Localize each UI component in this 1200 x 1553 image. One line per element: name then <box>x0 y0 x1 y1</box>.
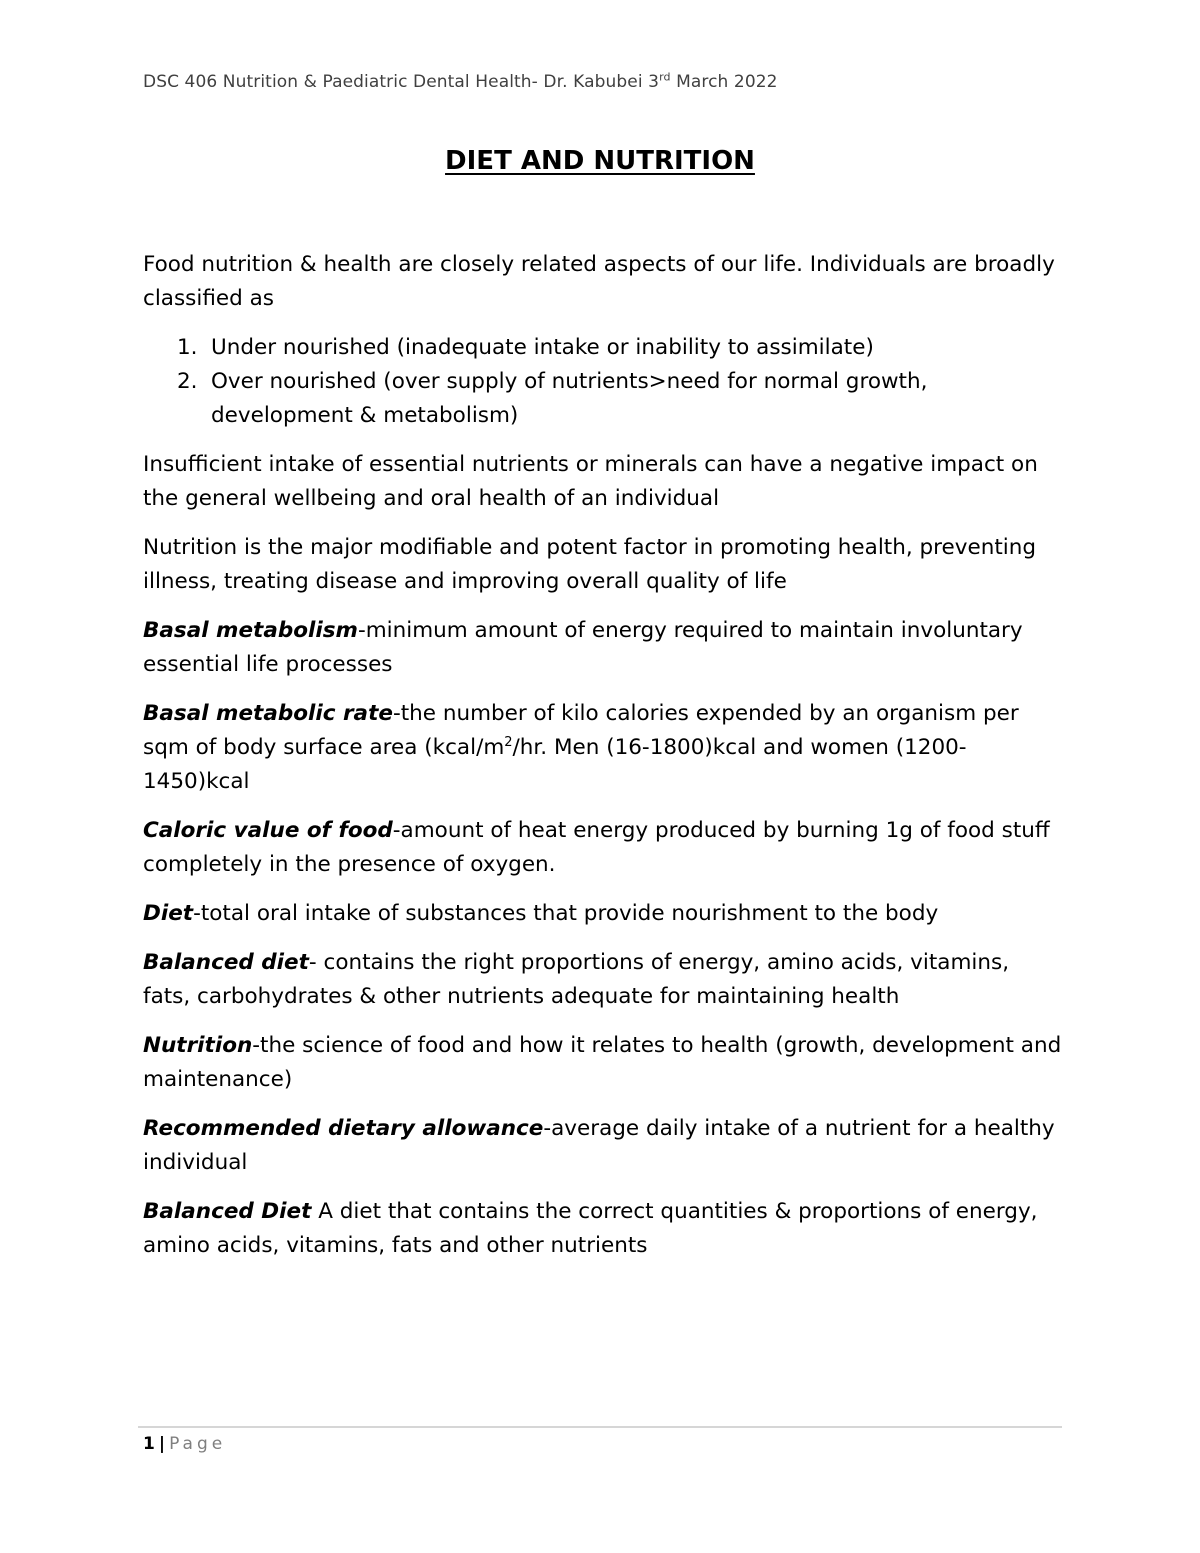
header-superscript: rd <box>659 70 671 84</box>
definition-text: -total oral intake of substances that provide nourishment to the body <box>193 901 939 926</box>
definition-term: Diet <box>143 901 194 926</box>
definition-term: Basal metabolic rate <box>143 701 393 726</box>
footer-divider <box>138 1426 1062 1428</box>
definition-text: - contains the right proportions of energy, amino acids, vitamins, fats, carbohydrates & other nutrients adequate for maintaining health <box>143 950 1010 1009</box>
document-body <box>143 248 1063 1278</box>
intro-paragraph: Food nutrition & health are closely related aspects of our life. Individuals are broadly classified as <box>143 252 1055 311</box>
page-label: Page <box>169 1434 227 1454</box>
footer-separator: | <box>158 1434 166 1454</box>
list-item-number: 1. <box>177 335 198 360</box>
definition-nutrition <box>143 1029 1063 1097</box>
definition-term: Balanced diet <box>143 950 309 975</box>
definition-term: Balanced Diet <box>143 1199 312 1224</box>
list-item <box>143 365 1063 433</box>
definition-balanced-diet-2 <box>143 1195 1063 1263</box>
nutrition-factor-paragraph: Nutrition is the major modifiable and potent factor in promoting health, preventing illness, treating disease and improving overall quality of life <box>143 535 1037 594</box>
definition-recommended-dietary-allowance <box>143 1112 1063 1180</box>
definition-basal-metabolic-rate <box>143 697 1063 799</box>
definition-term: Caloric value of food <box>143 818 393 843</box>
list-item-text: Under nourished (inadequate intake or inability to assimilate) <box>211 335 874 360</box>
definition-text: -average daily intake of a nutrient for a healthy individual <box>143 1116 1055 1175</box>
definition-caloric-value <box>143 814 1063 882</box>
page-number: 1 <box>143 1434 155 1454</box>
list-item <box>143 331 1063 365</box>
definition-term: Recommended dietary allowance <box>143 1116 544 1141</box>
document-title: DIET AND NUTRITION <box>445 146 755 176</box>
definition-basal-metabolism <box>143 614 1063 682</box>
definition-text: -the number of kilo calories expended by an organism per sqm of body surface area (kcal/m <box>143 701 1019 760</box>
definition-text: A diet that contains the correct quantities & proportions of energy, amino acids, vitamins, fats and other nutrients <box>143 1199 1038 1258</box>
insufficient-intake-paragraph: Insufficient intake of essential nutrients or minerals can have a negative impact on the general wellbeing and oral health of an individual <box>143 452 1038 511</box>
header-text: DSC 406 Nutrition & Paediatric Dental Health- Dr. Kabubei 3 <box>143 72 660 92</box>
list-item-text: Over nourished (over supply of nutrients>need for normal growth, development & metabolism) <box>211 369 928 428</box>
header-date: March 2022 <box>670 72 778 92</box>
page-header <box>143 72 778 92</box>
definition-text: -the science of food and how it relates to health (growth, development and maintenance) <box>143 1033 1062 1092</box>
page-footer <box>143 1434 226 1454</box>
definition-term: Nutrition <box>143 1033 253 1058</box>
definition-text-continued: /hr. Men (16-1800)kcal and women (1200-1450)kcal <box>143 735 967 794</box>
definition-text: -minimum amount of energy required to maintain involuntary essential life processes <box>143 618 1023 677</box>
definition-superscript: 2 <box>504 734 513 750</box>
definition-text: -amount of heat energy produced by burning 1g of food stuff completely in the presence of oxygen. <box>143 818 1050 877</box>
list-item-number: 2. <box>177 369 198 394</box>
classification-list <box>143 331 1063 433</box>
definition-diet <box>143 897 1063 931</box>
definition-term: Basal metabolism <box>143 618 358 643</box>
definition-balanced-diet <box>143 946 1063 1014</box>
